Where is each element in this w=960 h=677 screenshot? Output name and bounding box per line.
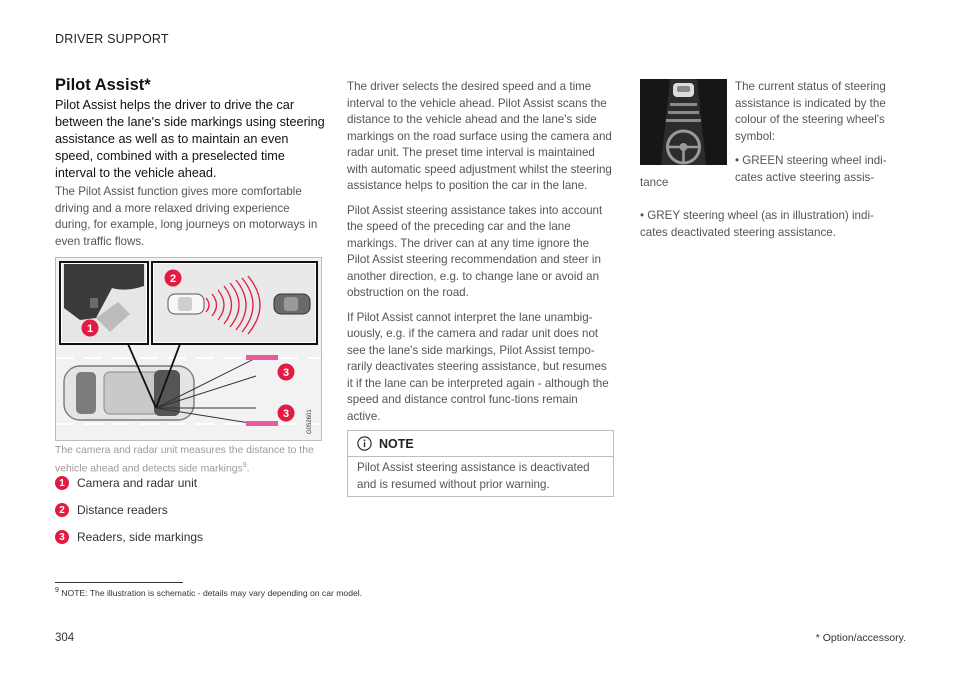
legend-badge: 1 bbox=[55, 476, 69, 490]
legend-item-camera bbox=[55, 476, 197, 490]
deactivation-paragraph: If Pilot Assist cannot interpret the lane unambig-uously, e.g. if the camera and radar unit does not see the lane's side markings, Pilot Assist tempo-rarily deactivates steering assistance, but resumes it if the lane can be interpreted again - although the speed and distance control func-tions remain active. bbox=[347, 310, 609, 423]
legend-badge: 2 bbox=[55, 503, 69, 517]
note-heading bbox=[357, 436, 414, 451]
function-description: The Pilot Assist function gives more comfortable driving and a more relaxed driving experience during, for example, long journeys on motorways in even traffic flows. bbox=[55, 185, 318, 248]
column-two bbox=[347, 79, 613, 433]
badge-3-marking-lower: 3 bbox=[282, 408, 290, 420]
note-box bbox=[347, 430, 614, 497]
note-divider bbox=[348, 456, 613, 457]
grey-status-text: • GREY steering wheel (as in illustration) indi-cates deactivated steering assistance. bbox=[640, 209, 874, 239]
legend-item-distance bbox=[55, 503, 168, 517]
badge-1-camera: 1 bbox=[86, 323, 94, 335]
intro-text: Pilot Assist helps the driver to drive the car between the lane's side markings using steering assistance as well as to maintain an even speed, combined with a preselected time interval to the vehicle ahead. bbox=[55, 98, 325, 180]
speed-interval-paragraph: The driver selects the desired speed and a time interval to the vehicle ahead. Pilot Assist scans the distance to the vehicle ahead and the lane's side markings on the road surface using the camera and radar unit. The preset time interval is maintained with automatic speed adjustment whilst the steering assistance helps to position the car in the lane. bbox=[347, 80, 612, 192]
footnote bbox=[55, 587, 362, 598]
note-heading-label: NOTE bbox=[379, 436, 414, 451]
legend-label: Distance readers bbox=[77, 503, 168, 517]
green-status-text: • GREEN steering wheel indi-cates active steering assis- bbox=[735, 154, 887, 184]
badge-2-distance: 2 bbox=[169, 273, 177, 285]
legend-label: Readers, side markings bbox=[77, 530, 204, 544]
badge-3-marking-upper: 3 bbox=[282, 367, 290, 379]
steering-status-illustration bbox=[640, 79, 727, 165]
pilot-assist-illustration bbox=[55, 257, 322, 441]
footnote-number: 9 bbox=[55, 587, 59, 594]
legend-badge: 3 bbox=[55, 530, 69, 544]
steering-paragraph: Pilot Assist steering assistance takes into account the speed of the preceding car and the lane markings. The driver can at any time ignore the Pilot Assist steering recommendation and steer in another direction, e.g. to change lane or avoid an obstruction on the road. bbox=[347, 203, 603, 299]
status-intro: The current status of steering assistance is indicated by the colour of the steering wheel's symbol: bbox=[735, 80, 886, 143]
page-title: Pilot Assist* bbox=[55, 76, 151, 94]
green-status-tail: tance bbox=[640, 176, 669, 189]
legend-label: Camera and radar unit bbox=[77, 476, 198, 490]
footnote-ref: 9 bbox=[242, 461, 247, 469]
section-header: DRIVER SUPPORT bbox=[55, 32, 169, 46]
note-text: Pilot Assist steering assistance is deactivated and is resumed without prior warning. bbox=[357, 461, 590, 491]
legend-item-markings bbox=[55, 530, 203, 544]
figure-code: G052601 bbox=[307, 409, 313, 434]
footnote-text: NOTE: The illustration is schematic - details may vary depending on car model. bbox=[61, 587, 363, 598]
status-text-block bbox=[735, 79, 897, 186]
figure-caption: The camera and radar unit measures the distance to the vehicle ahead and detects side markings$^9$. bbox=[55, 445, 314, 474]
page-number: 304 bbox=[55, 632, 75, 644]
info-icon bbox=[357, 436, 372, 451]
footnote-rule bbox=[55, 582, 183, 583]
option-accessory-note: * Option/accessory. bbox=[815, 632, 906, 644]
